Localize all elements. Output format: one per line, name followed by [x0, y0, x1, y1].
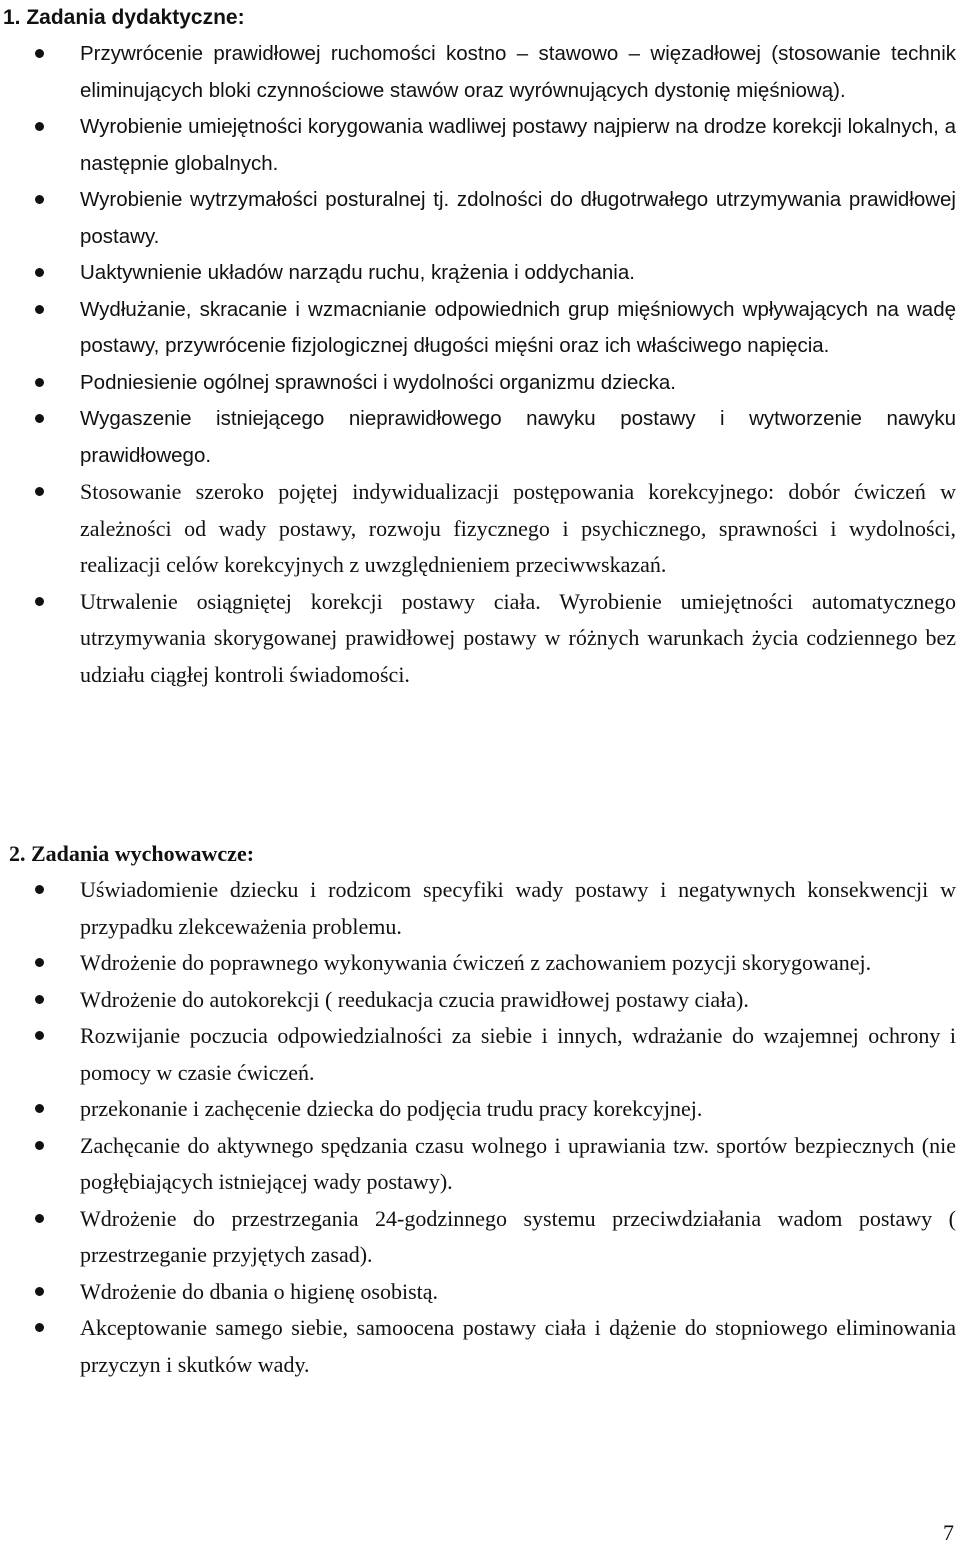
bullet-icon — [35, 49, 44, 58]
list-item — [0, 292, 960, 365]
list-item-text: Stosowanie szeroko pojętej indywidualizacji postępowania korekcyjnego: dobór ćwiczeń w zależności od wady postawy, rozwoju fizycznego i psychicznego, sprawności i wydolności, realizacji celów korekcyjnych z uwzględnieniem przeciwwskazań. — [80, 479, 956, 577]
list-item — [0, 982, 960, 1019]
list-item — [0, 474, 960, 584]
page-number: 7 — [943, 1520, 954, 1545]
list-item — [0, 1091, 960, 1128]
list-item — [0, 255, 960, 292]
list-item-text: Akceptowanie samego siebie, samoocena postawy ciała i dążenie do stopniowego eliminowania przyczyn i skutków wady. — [80, 1315, 956, 1377]
list-item-text: Wyrobienie wytrzymałości posturalnej tj. zdolności do długotrwałego utrzymywania prawidłowej postawy. — [80, 188, 956, 248]
bullet-icon — [35, 1214, 44, 1223]
section-heading-didactic: 1. Zadania dydaktyczne: — [3, 6, 245, 29]
bullet-icon — [35, 268, 44, 277]
list-item-text: Wyrobienie umiejętności korygowania wadliwej postawy najpierw na drodze korekcji lokalnych, a następnie globalnych. — [80, 115, 956, 175]
list-item-text: Zachęcanie do aktywnego spędzania czasu wolnego i uprawiania tzw. sportów bezpiecznych (nie pogłębiających istniejącej wady postawy). — [80, 1132, 956, 1194]
list-item-text: Uświadomienie dziecku i rodzicom specyfiki wady postawy i negatywnych konsekwencji w przypadku zlekceważenia problemu. — [80, 877, 956, 939]
list-item-text: przekonanie i zachęcenie dziecka do podjęcia trudu pracy korekcyjnej. — [80, 1096, 703, 1121]
list-item — [0, 1128, 960, 1201]
bullet-icon — [35, 414, 44, 423]
educational-task-list — [0, 872, 960, 1383]
list-item-text: Wdrożenie do poprawnego wykonywania ćwiczeń z zachowaniem pozycji skorygowanej. — [80, 950, 872, 975]
bullet-icon — [35, 487, 44, 496]
didactic-task-list — [0, 36, 960, 474]
bullet-icon — [35, 1031, 44, 1040]
list-item-text: Uaktywnienie układów narządu ruchu, krążenia i oddychania. — [80, 261, 635, 284]
bullet-icon — [35, 305, 44, 314]
bullet-icon — [35, 1141, 44, 1150]
bullet-icon — [35, 597, 44, 606]
bullet-icon — [35, 1287, 44, 1296]
bullet-icon — [35, 122, 44, 131]
list-item-text: Podniesienie ogólnej sprawności i wydolności organizmu dziecka. — [80, 370, 676, 394]
list-item-text: Wydłużanie, skracanie i wzmacnianie odpowiednich grup mięśniowych wpływających na wadę postawy, przywrócenie fizjologicznej długości mięśni oraz ich właściwego napięcia. — [80, 297, 956, 357]
section-heading-educational: 2. Zadania wychowawcze: — [9, 841, 255, 866]
list-item — [0, 1201, 960, 1274]
didactic-task-list-continued — [0, 474, 960, 693]
list-item — [0, 945, 960, 982]
bullet-icon — [35, 885, 44, 894]
list-item-text: Utrwalenie osiągniętej korekcji postawy ciała. Wyrobienie umiejętności automatycznego utrzymywania skorygowanej prawidłowej postawy w różnych warunkach życia codziennego bez udziału ciągłej kontroli świadomości. — [80, 588, 956, 687]
bullet-icon — [35, 1104, 44, 1113]
bullet-icon — [35, 995, 44, 1004]
list-item — [0, 401, 960, 474]
bullet-icon — [35, 1323, 44, 1332]
section-didactic-tasks — [0, 0, 960, 693]
list-item-text: Wdrożenie do autokorekcji ( reedukacja czucia prawidłowej postawy ciała). — [80, 986, 749, 1012]
list-item — [0, 1018, 960, 1091]
bullet-icon — [35, 958, 44, 967]
list-item-text: Wygaszenie istniejącego nieprawidłowego nawyku postawy i wytworzenie nawyku prawidłowego. — [80, 407, 956, 467]
bullet-icon — [35, 378, 44, 387]
list-item-text: Rozwijanie poczucia odpowiedzialności za siebie i innych, wdrażanie do wzajemnej ochrony i pomocy w czasie ćwiczeń. — [80, 1023, 956, 1085]
list-item-text: Wdrożenie do przestrzegania 24-godzinnego systemu przeciwdziałania wadom postawy ( przestrzeganie przyjętych zasad). — [80, 1205, 956, 1267]
list-item — [0, 584, 960, 694]
list-item — [0, 36, 960, 109]
section-educational-tasks — [0, 836, 960, 1383]
list-item-text: Przywrócenie prawidłowej ruchomości kostno – stawowo – więzadłowej (stosowanie technik eliminujących bloki czynnościowe stawów oraz wyrównujących dystonię mięśniową). — [80, 42, 956, 102]
list-item — [0, 1274, 960, 1311]
list-item — [0, 872, 960, 945]
list-item — [0, 109, 960, 182]
list-item — [0, 182, 960, 255]
list-item — [0, 1310, 960, 1383]
list-item-text: Wdrożenie do dbania o higienę osobistą. — [80, 1278, 439, 1304]
bullet-icon — [35, 195, 44, 204]
list-item — [0, 365, 960, 402]
